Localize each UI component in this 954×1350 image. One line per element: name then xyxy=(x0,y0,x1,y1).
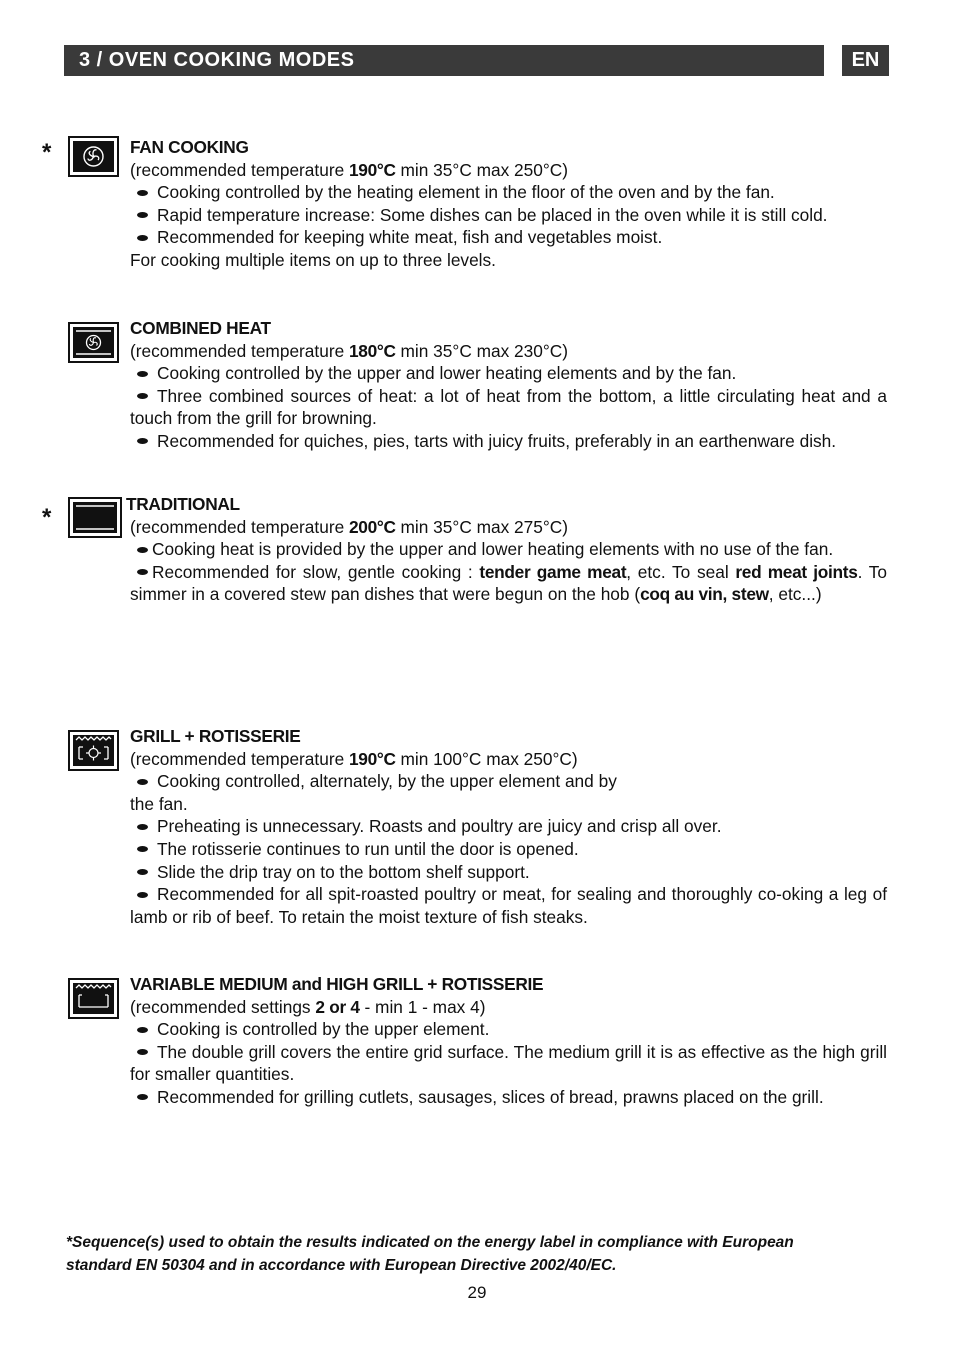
recommended-temperature: 200°C xyxy=(349,516,396,537)
bullet-icon xyxy=(137,869,148,875)
bullet-item: Preheating is unnecessary. Roasts and poultry are juicy and crisp all over. xyxy=(130,815,887,838)
language-badge: EN xyxy=(842,45,889,76)
recommended-temperature: 190°C xyxy=(349,159,396,180)
bullet-icon xyxy=(137,779,148,785)
bullet-icon xyxy=(137,190,148,196)
recommended-temperature: 180°C xyxy=(349,340,396,361)
variable-grill-icon xyxy=(68,978,119,1019)
bullet-icon xyxy=(137,1094,148,1100)
mode-title: GRILL + ROTISSERIE xyxy=(130,726,301,746)
section-title: 3 / OVEN COOKING MODES xyxy=(79,49,355,71)
traditional-icon xyxy=(68,497,122,538)
temperature-line: (recommended temperature 180°C min 35°C max 230°C) xyxy=(130,340,569,361)
bullet-icon xyxy=(137,212,148,218)
traditional-section xyxy=(126,493,887,606)
bullet-icon xyxy=(137,1027,148,1033)
bullet-item: The rotisserie continues to run until the door is opened. xyxy=(130,838,887,861)
page-number: 29 xyxy=(467,1283,487,1302)
fan-cooking-icon xyxy=(68,136,119,177)
bullet-item: Cooking controlled by the heating element in the floor of the oven and by the fan. xyxy=(130,181,887,204)
bullet-icon xyxy=(137,892,148,898)
bullet-icon xyxy=(137,1049,148,1055)
bullet-continuation: the fan. xyxy=(130,793,188,814)
bullet-icon xyxy=(137,438,148,444)
temperature-line: (recommended temperature 190°C min 100°C max 250°C) xyxy=(130,748,578,769)
bullet-icon xyxy=(137,393,148,399)
combined-heat-section xyxy=(130,317,887,453)
recommended-temperature: 190°C xyxy=(349,748,396,769)
temperature-line: (recommended temperature 200°C min 35°C max 275°C) xyxy=(130,516,569,537)
bullet-item: Three combined sources of heat: a lot of heat from the bottom, a little circulating heat and a touch from the grill for browning. xyxy=(130,385,887,429)
energy-label-asterisk: * xyxy=(42,139,52,166)
temperature-line: (recommended temperature 190°C min 35°C max 250°C) xyxy=(130,159,569,180)
section-header xyxy=(64,45,824,76)
mode-title: TRADITIONAL xyxy=(126,494,240,514)
bullet-item: Recommended for quiches, pies, tarts with juicy fruits, preferably in an earthenware dish. xyxy=(130,430,887,453)
grill-rotisserie-section xyxy=(130,725,887,928)
bullet-icon xyxy=(137,547,148,553)
settings-line: (recommended settings 2 or 4 - min 1 - max 4) xyxy=(130,996,486,1017)
bullet-item: Cooking heat is provided by the upper and lower heating elements with no use of the fan. xyxy=(126,538,887,561)
bullet-item: Cooking controlled by the upper and lower heating elements and by the fan. xyxy=(130,362,887,385)
bullet-item: Recommended for all spit-roasted poultry or meat, for sealing and thoroughly co-oking a leg of lamb or rib of beef. To retain the moist texture of fish steaks. xyxy=(130,884,887,927)
bullet-item: Cooking controlled, alternately, by the upper element and by xyxy=(130,770,887,793)
bullet-item: Recommended for grilling cutlets, sausages, slices of bread, prawns placed on the grill. xyxy=(130,1086,887,1109)
bullet-icon xyxy=(137,846,148,852)
bullet-item: Cooking is controlled by the upper element. xyxy=(130,1018,887,1041)
bullet-item: Rapid temperature increase: Some dishes can be placed in the oven while it is still cold. xyxy=(130,204,887,227)
combined-heat-icon xyxy=(68,322,119,363)
bullet-item: Recommended for slow, gentle cooking : tender game meat, etc. To seal red meat joints. To simmer in a covered stew pan dishes that were begun on the hob (coq au vin, stew, etc...) xyxy=(130,561,887,605)
fan-cooking-section xyxy=(130,136,887,272)
variable-grill-section xyxy=(130,973,887,1109)
mode-title: FAN COOKING xyxy=(130,137,249,157)
energy-label-asterisk: * xyxy=(42,504,52,531)
mode-title: VARIABLE MEDIUM and HIGH GRILL + ROTISSERIE xyxy=(130,974,544,994)
grill-rotisserie-icon xyxy=(68,730,119,771)
bullet-item: Slide the drip tray on to the bottom shelf support. xyxy=(130,861,887,884)
bullet-item: Recommended for keeping white meat, fish and vegetables moist. xyxy=(130,226,887,249)
recommended-setting: 2 or 4 xyxy=(315,996,360,1017)
bullet-item: The double grill covers the entire grid surface. The medium grill it is as effective as the high grill for smaller quantities. xyxy=(130,1041,887,1085)
bullet-icon xyxy=(137,569,148,575)
bullet-icon xyxy=(137,824,148,830)
mode-note: For cooking multiple items on up to three levels. xyxy=(130,249,496,270)
bullet-icon xyxy=(137,371,148,377)
bullet-icon xyxy=(137,235,148,241)
mode-title: COMBINED HEAT xyxy=(130,318,271,338)
energy-label-footnote: *Sequence(s) used to obtain the results indicated on the energy label in compliance with European standard EN 50304 and in accordance with European Directive 2002/40/EC. xyxy=(66,1234,794,1274)
